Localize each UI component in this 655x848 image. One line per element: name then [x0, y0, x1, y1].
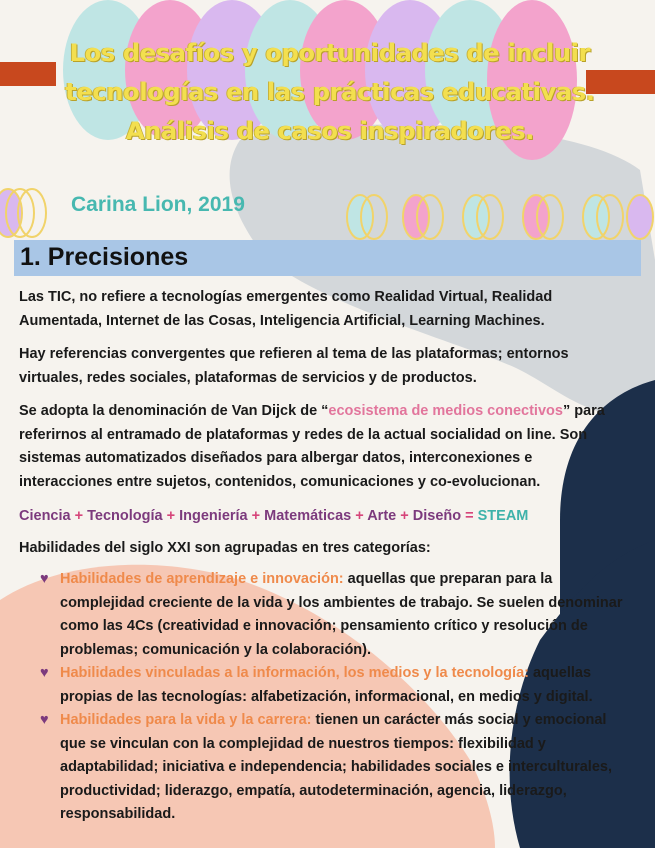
steam-item: Arte	[367, 508, 397, 524]
heart-bullet-icon: ♥	[40, 571, 49, 587]
title-line: Los desafíos y oportunidades de incluir	[69, 39, 591, 67]
document-title	[60, 34, 600, 151]
skills-list	[40, 568, 630, 827]
orange-bar-left	[0, 62, 56, 86]
text: ” para referirnos al entramado de plataformas y redes de la actual socialidad on line. Son sistemas automatizados diseñados para albergar datos, interconexiones e interacciones entre sujetos, contenidos, comunicaciones y co-evolucionan.	[19, 403, 605, 490]
steam-item: Diseño	[412, 508, 462, 524]
author-line: Carina Lion, 2019	[71, 193, 245, 216]
title-line: Análisis de casos inspiradores.	[125, 117, 535, 145]
list-item	[40, 662, 630, 709]
skill-title: Habilidades de aprendizaje e innovación:	[60, 571, 344, 587]
text: Se adopta la denominación de Van Dijck de “	[19, 403, 329, 419]
skill-text: aquellas propias de las tecnologías: alfabetización, informacional, en medios y digital.	[60, 665, 593, 705]
plus-sign: +	[166, 508, 176, 524]
paragraph-tic: Las TIC, no refiere a tecnologías emergentes como Realidad Virtual, Realidad Aumentada, Internet de las Cosas, Inteligencia Artificial, Learning Machines.	[19, 289, 553, 329]
section-title: 1. Precisiones	[20, 243, 189, 271]
list-item	[40, 568, 630, 662]
paragraph-van-dijck	[19, 400, 623, 494]
small-ovals-left	[0, 189, 46, 237]
title-line: tecnologías en las prácticas educativas.	[65, 78, 595, 106]
plus-sign: +	[400, 508, 409, 524]
heart-bullet-icon: ♥	[40, 665, 49, 681]
equals-sign: =	[465, 508, 474, 524]
plus-sign: +	[251, 508, 261, 524]
steam-item: Tecnología	[87, 508, 163, 524]
highlight-term: ecosistema de medios conectivos	[328, 403, 563, 419]
skill-title: Habilidades vinculadas a la información, los medios y la tecnología:	[60, 665, 529, 681]
section-heading-bar	[14, 240, 641, 276]
paragraph-platforms: Hay referencias convergentes que refieren al tema de las plataformas; entornos virtuales, redes sociales, plataformas de servicios y de productos.	[19, 346, 569, 386]
steam-item: Ciencia	[19, 508, 71, 524]
steam-item: Matemáticas	[264, 508, 352, 524]
skill-title: Habilidades para la vida y la carrera:	[60, 712, 312, 728]
steam-result: STEAM	[477, 508, 529, 524]
skills-intro: Habilidades del siglo XXI son agrupadas en tres categorías:	[19, 540, 431, 556]
steam-item: Ingeniería	[179, 508, 248, 524]
list-item	[40, 709, 630, 827]
heart-bullet-icon: ♥	[40, 712, 49, 728]
steam-equation	[19, 505, 623, 529]
plus-sign: +	[74, 508, 84, 524]
skill-text: aquellas que preparan para la complejidad creciente de la vida y los ambientes de trabajo. Se suelen denominar como las 4Cs (creatividad e innovación; pensamiento crítico y resolución de problemas; comunicación y la colaboración).	[60, 571, 623, 658]
skill-text: tienen un carácter más social y emocional que se vinculan con la complejidad de nuestros tiempos: flexibilidad y adaptabilidad; iniciativa e independencia; habilidades sociales e interculturales, productividad; liderazgo, empatía, autodeterminación, agencia, liderazgo, responsabilidad.	[60, 712, 612, 822]
plus-sign: +	[355, 508, 364, 524]
